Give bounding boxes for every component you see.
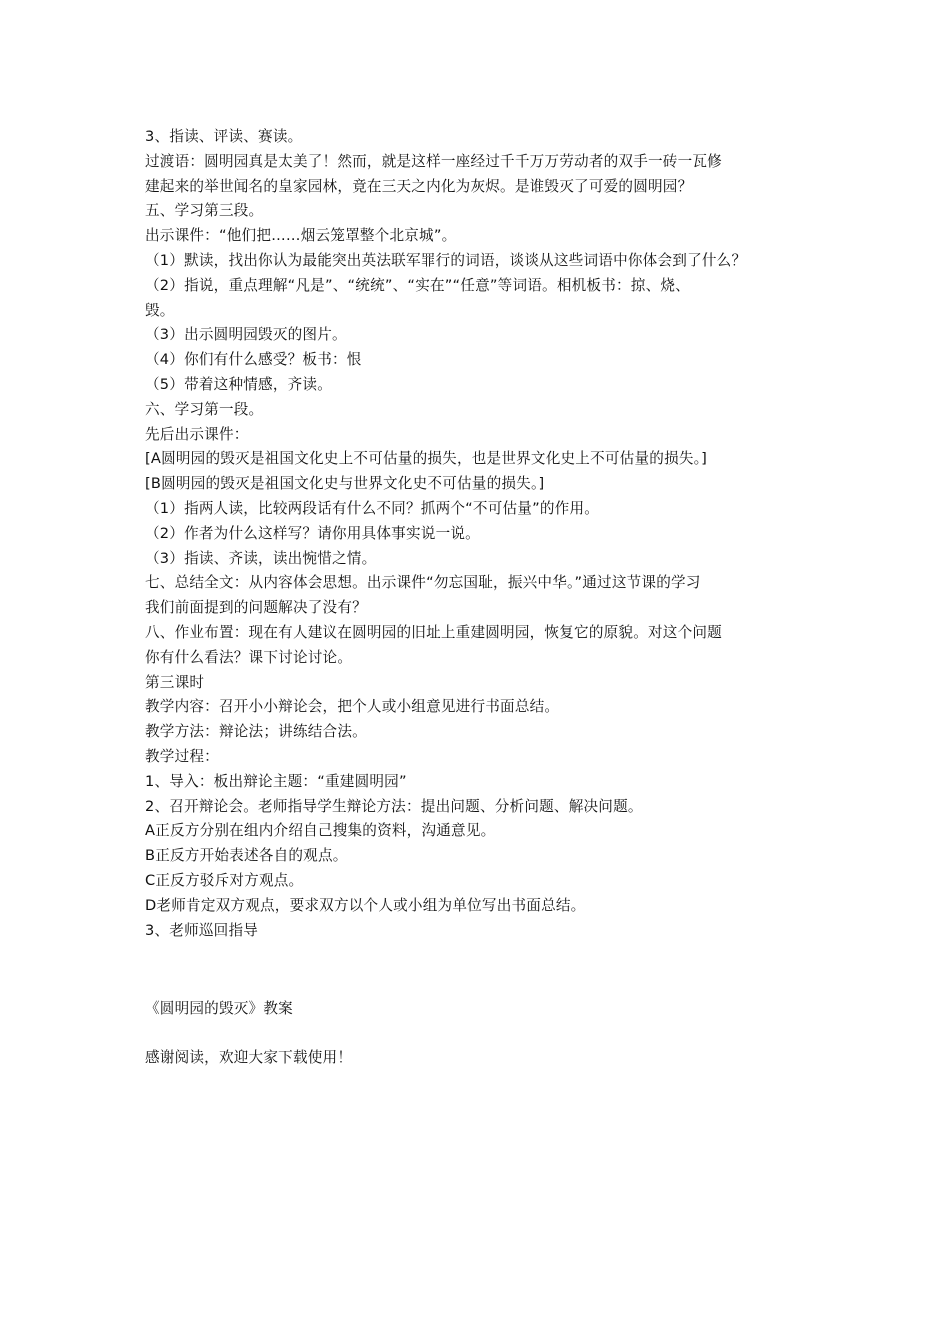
text-line: 教学过程： xyxy=(145,747,219,765)
section-heading: 八、作业布置：现在有人建议在圆明园的旧址上重建圆明园，恢复它的原貌。对这个问题 xyxy=(145,623,722,641)
text-line: 3、指读、评读、赛读。 xyxy=(145,128,303,145)
text-line: B正反方开始表述各自的观点。 xyxy=(145,847,348,865)
text-line: 你有什么看法？课下讨论讨论。 xyxy=(145,648,353,666)
section-heading: 六、学习第一段。 xyxy=(145,400,264,418)
text-line: （2）作者为什么这样写？请你用具体事实说一说。 xyxy=(145,524,480,542)
text-line: A正反方分别在组内介绍自己搜集的资料，沟通意见。 xyxy=(145,822,496,840)
text-line: 先后出示课件： xyxy=(145,425,249,443)
text-line: C正反方驳斥对方观点。 xyxy=(145,871,304,889)
text-line: [A圆明园的毁灭是祖国文化史上不可估量的损失，也是世界文化史上不可估量的损失。] xyxy=(145,450,708,468)
text-line: [B圆明园的毁灭是祖国文化史与世界文化史不可估量的损失。] xyxy=(145,475,545,493)
text-line: 2、召开辩论会。老师指导学生辩论方法：提出问题、分析问题、解决问题。 xyxy=(145,797,643,815)
text-line: 建起来的举世闻名的皇家园林，竟在三天之内化为灰烬。是谁毁灭了可爱的圆明园？ xyxy=(145,177,693,195)
section-heading: 第三课时 xyxy=(145,673,205,691)
text-line: （1）默读，找出你认为最能突出英法联军罪行的词语，谈谈从这些词语中你体会到了什么？ xyxy=(145,251,747,269)
text-line: 教学方法：辩论法；讲练结合法。 xyxy=(145,723,367,741)
text-line: 出示课件：“他们把……烟云笼罩整个北京城”。 xyxy=(145,227,457,245)
text-line: （3）出示圆明园毁灭的图片。 xyxy=(145,326,347,344)
document-body xyxy=(145,125,825,943)
text-line: （4）你们有什么感受？板书：恨 xyxy=(145,351,362,369)
text-line: （3）指读、齐读，读出惋惜之情。 xyxy=(145,549,377,567)
text-line: 教学内容：召开小小辩论会，把个人或小组意见进行书面总结。 xyxy=(145,698,560,716)
section-heading: 五、学习第三段。 xyxy=(145,202,264,220)
text-line: （1）指两人读，比较两段话有什么不同？抓两个“不可估量”的作用。 xyxy=(145,499,600,517)
text-line: 1、导入：板出辩论主题：“重建圆明园” xyxy=(145,772,407,790)
text-line: 3、老师巡回指导 xyxy=(145,921,259,939)
text-line: （5）带着这种情感，齐读。 xyxy=(145,375,333,393)
document-footer-thanks: 感谢阅读，欢迎大家下载使用！ xyxy=(145,1049,353,1066)
section-heading: 七、总结全文：从内容体会思想。出示课件“勿忘国耻，振兴中华。”通过这节课的学习 xyxy=(145,574,701,592)
text-line: D老师肯定双方观点，要求双方以个人或小组为单位写出书面总结。 xyxy=(145,896,586,914)
text-line: （2）指说，重点理解“凡是”、“统统”、“实在”“任意”等词语。相机板书：掠、烧、 xyxy=(145,276,690,294)
text-line: 毁。 xyxy=(145,301,175,319)
text-line: 过渡语：圆明园真是太美了！然而，就是这样一座经过千千万万劳动者的双手一砖一瓦修 xyxy=(145,152,722,170)
text-line: 我们前面提到的问题解决了没有？ xyxy=(145,599,367,617)
document-footer-title: 《圆明园的毁灭》教案 xyxy=(145,1000,293,1017)
